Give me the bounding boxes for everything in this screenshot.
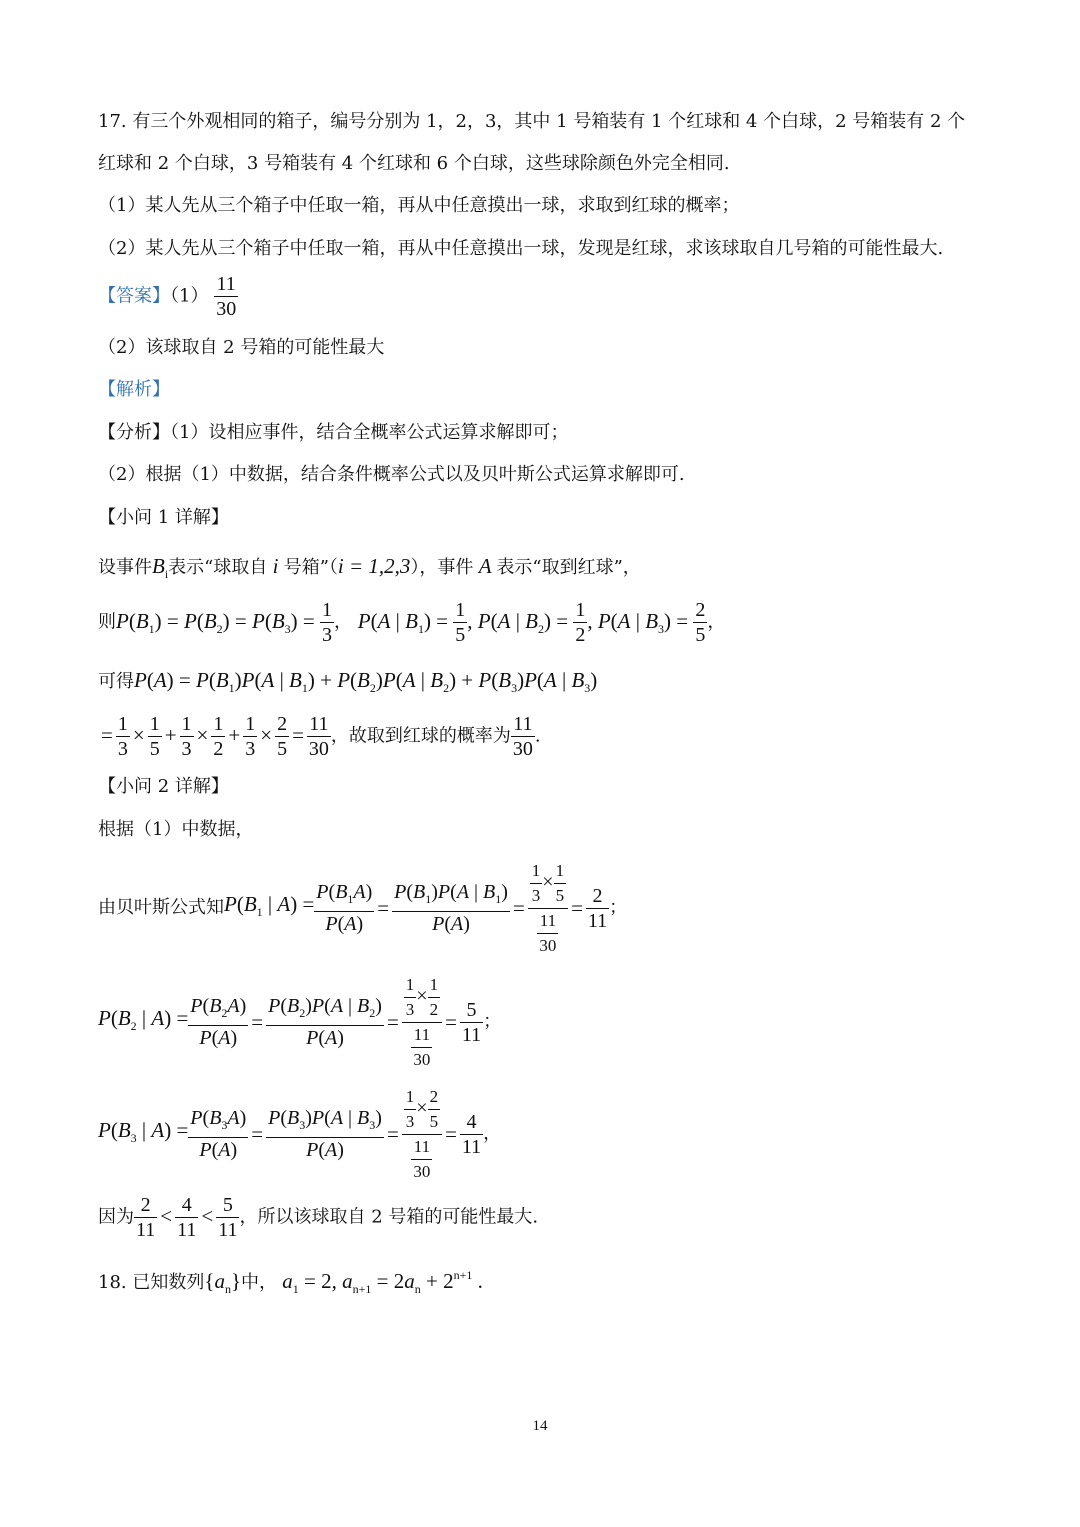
answer-p1-prefix: （1） xyxy=(170,285,209,307)
answer-p2: （2）该球取自 2 号箱的可能性最大 xyxy=(98,337,385,358)
probabilities-line: 则$P(B_1) = P(B_2) = P(B_3)$ = $\frac{1}{3}$ ， P(A | $B_1$) = $\frac{1}{5}$ , P(A | $B_2$) = $\frac{1}{2}$ , P(A | $B_3$) = $\frac{2}{5}$ ， xyxy=(98,599,726,646)
total-probability-result: = $\frac{1}{3}$ × $\frac{1}{5}$ + $\frac{1}{3}$ × $\frac{1}{2}$ + $\frac{1}{3}$ × $\frac{2}{5}$ = $\frac{11}{30}$ ，故取到红球的概率为 $\frac{11}{30}$ . xyxy=(101,713,541,760)
definition-line: 设事件$B_i$表示“球取自 i 号箱”（i = 1,2,3），事件 A 表示“取到红球”， xyxy=(98,554,641,581)
answer-tag: 【答案】 xyxy=(98,285,170,307)
fenxi-line2: （2）根据（1）中数据，结合条件概率公式以及贝叶斯公式运算求解即可. xyxy=(98,464,685,485)
answer-line1 xyxy=(98,272,238,321)
page-number: 14 xyxy=(532,1418,548,1434)
analysis-tag: 【解析】 xyxy=(98,379,170,400)
total-probability-line: 可得$P(A) = P(B_1)P(A$ | $B_1) + P(B_2)P(A$ | $B_2) + P(B_3)P(A$ | $B_3$) xyxy=(98,668,598,695)
q18-line: 18. 已知数列$\{a_n\}$中， $a_1 = 2$, $a_{n+1} = 2a_n + 2^{n+1}$ . xyxy=(98,1268,483,1296)
bayes-b2: $P(B_2$ | A) = $\frac{P(B_2A)}{P(A)}$ = $\frac{P(B_2)P(A | B_2)}{P(A)}$ = $\frac{1}{3}$ × $\frac{1}{2}$ $\frac{11}{30}$ = $\frac{5}{11}$ ； xyxy=(98,974,502,1069)
q17-line1: 17. 有三个外观相同的箱子，编号分别为 1，2，3，其中 1 号箱装有 1 个红球和 4 个白球，2 号箱装有 2 个 xyxy=(98,111,966,132)
solution2-intro: 根据（1）中数据， xyxy=(98,819,254,840)
subquestion2-tag: 【小问 2 详解】 xyxy=(98,776,229,797)
q17-part2: （2）某人先从三个箱子中任取一箱，再从中任意摸出一球，发现是红球，求该球取自几号箱的可能性最大. xyxy=(98,238,944,259)
bayes-b3: $P(B_3$ | A) = $\frac{P(B_3A)}{P(A)}$ = $\frac{P(B_3)P(A | B_3)}{P(A)}$ = $\frac{1}{3}$ × $\frac{2}{5}$ $\frac{11}{30}$ = $\frac{4}{11}$ ， xyxy=(98,1086,502,1181)
answer-fraction: $\frac{11}{30}$ xyxy=(216,273,237,320)
bayes-b1: 由贝叶斯公式知 $P(B_1$ | A) = $\frac{P(B_1A)}{P(A)}$ = $\frac{P(B_1)P(A | B_1)}{P(A)}$ = $\frac{1}{3}$ × $\frac{1}{5}$ $\frac{11}{30}$ = $\frac{2}{11}$ ； xyxy=(98,860,628,955)
q17-part1: （1）某人先从三个箱子中任取一箱，再从中任意摸出一球，求取到红球的概率； xyxy=(98,195,740,216)
fenxi-line1: 【分析】（1）设相应事件，结合全概率公式运算求解即可； xyxy=(98,422,569,443)
subquestion1-tag: 【小问 1 详解】 xyxy=(98,507,229,528)
q17-line2: 红球和 2 个白球，3 号箱装有 4 个红球和 6 个白球，这些球除颜色外完全相同. xyxy=(98,153,730,174)
comparison-line: 因为 $\frac{2}{11}$ < $\frac{4}{11}$ < $\frac{5}{11}$ ，所以该球取自 2 号箱的可能性最大. xyxy=(98,1194,539,1241)
